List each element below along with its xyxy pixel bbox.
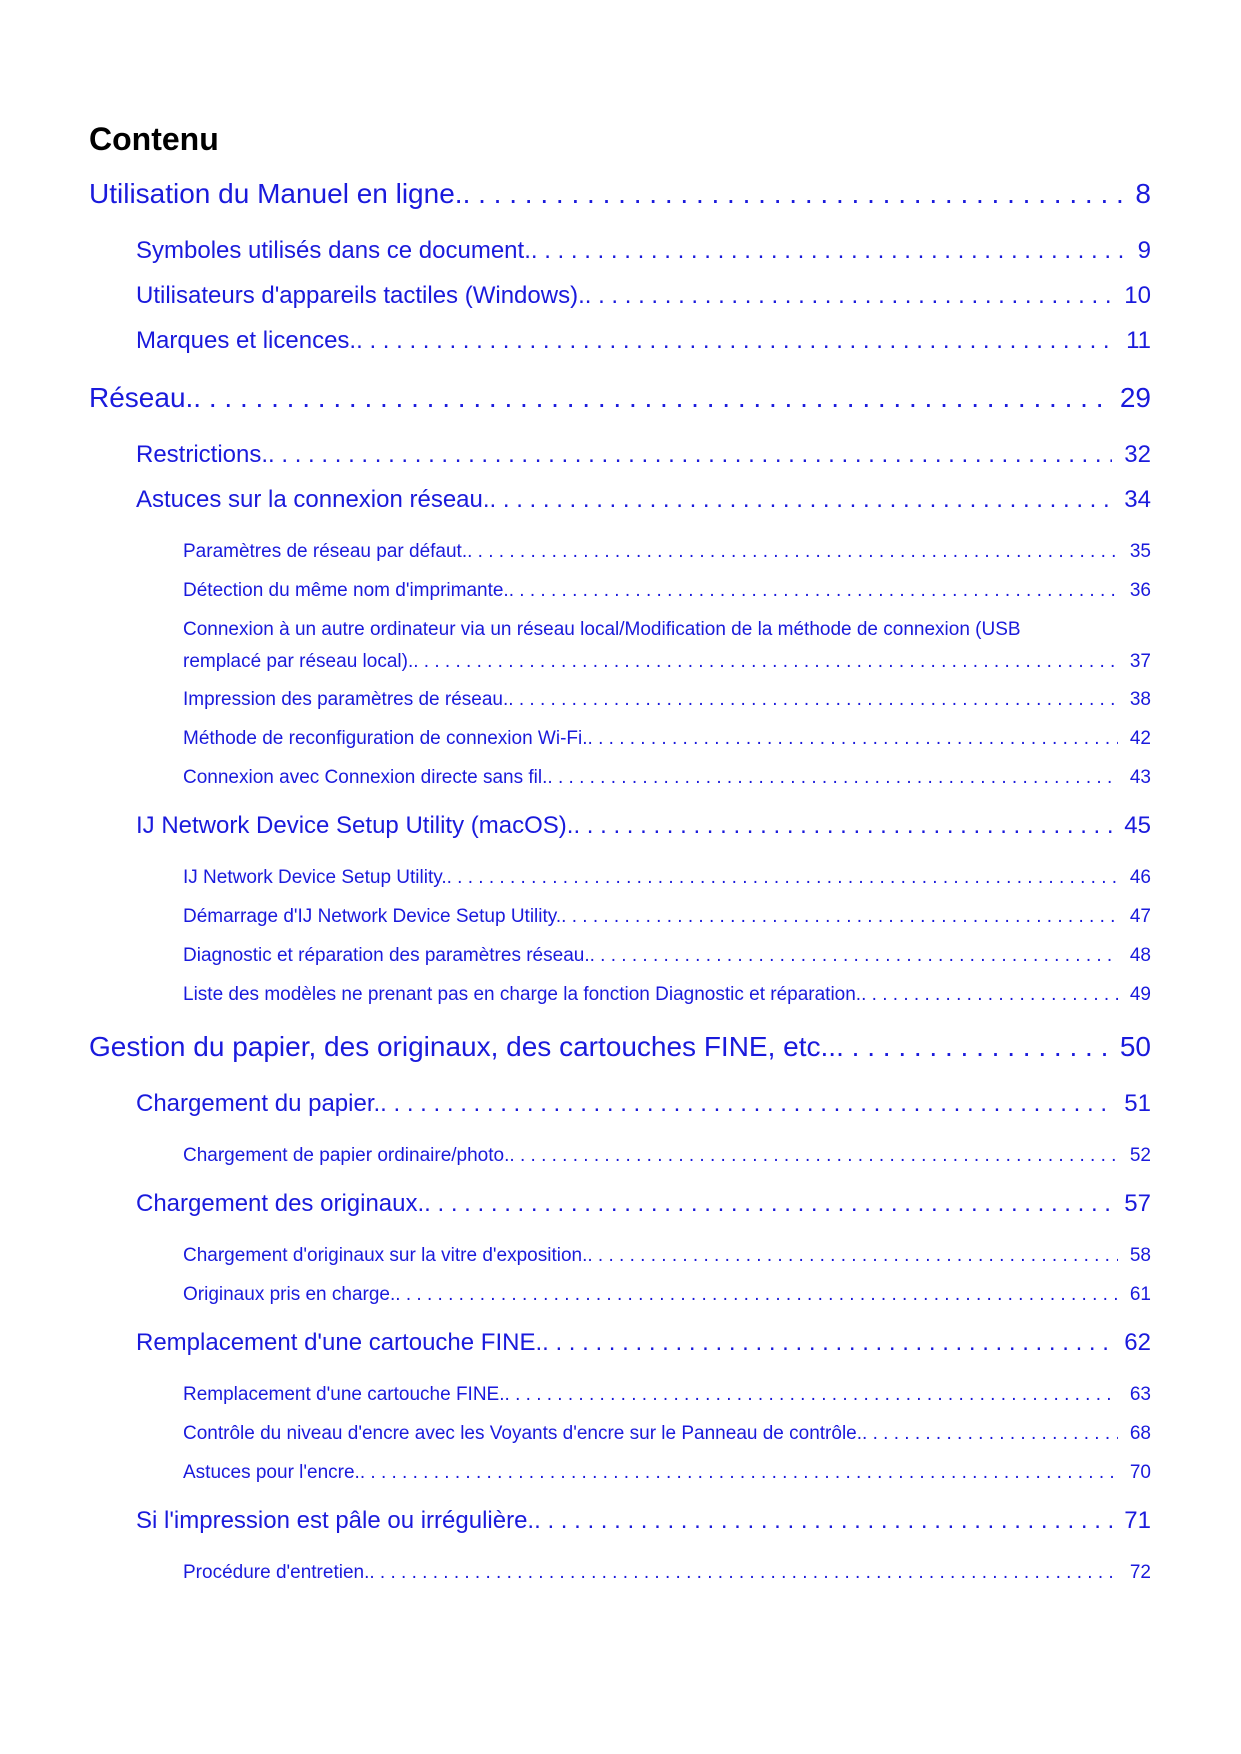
toc-entry-connexion-autre-ordinateur[interactable]: [183, 619, 1151, 673]
toc-entry-reconfiguration-wifi[interactable]: [183, 728, 1151, 750]
toc-entry-label: Astuces sur la connexion réseau.: [136, 486, 490, 513]
toc-entry-label: Chargement d'originaux sur la vitre d'exposition.: [183, 1245, 588, 1266]
toc-entry-label-line1: Connexion à un autre ordinateur via un réseau local/Modification de la méthode de connexion (USB: [183, 619, 1021, 640]
toc-page-number: 42: [1129, 728, 1151, 749]
toc-page-number: 71: [1124, 1507, 1151, 1534]
toc-entry-appareils-tactiles[interactable]: [136, 282, 1151, 310]
leader-dots: [547, 767, 1117, 789]
toc-page-number: 36: [1129, 580, 1151, 601]
toc-page-number: 46: [1129, 867, 1151, 888]
toc-entry-detection-nom[interactable]: [183, 580, 1151, 602]
toc-page-number: 35: [1129, 541, 1151, 562]
toc-page-number: 37: [1129, 651, 1151, 672]
leader-dots: [360, 1462, 1118, 1484]
leader-dots: [424, 1190, 1112, 1218]
leader-dots: [369, 1562, 1118, 1584]
toc-entry-label: IJ Network Device Setup Utility (macOS).: [136, 812, 574, 839]
toc-page-number: 32: [1124, 441, 1151, 468]
leader-dots: [413, 651, 1118, 673]
toc-entry-procedure-entretien[interactable]: [183, 1562, 1151, 1584]
toc-entry-label: Liste des modèles ne prenant pas en charge la fonction Diagnostic et réparation.: [183, 984, 862, 1005]
toc-page-number: 63: [1129, 1384, 1151, 1405]
toc-entry-label: Diagnostic et réparation des paramètres réseau.: [183, 945, 590, 966]
leader-dots: [531, 237, 1126, 265]
toc-entry-label: Si l'impression est pâle ou irrégulière.: [136, 1507, 535, 1534]
leader-dots: [861, 984, 1118, 1006]
leader-dots: [573, 812, 1112, 840]
toc-page-number: 45: [1124, 812, 1151, 839]
toc-page-number: 49: [1129, 984, 1151, 1005]
toc-entry-label: Remplacement d'une cartouche FINE.: [183, 1384, 505, 1405]
toc-entry-label: Réseau.: [89, 382, 194, 413]
toc-entry-label: Procédure d'entretien.: [183, 1562, 370, 1583]
leader-dots: [561, 906, 1118, 928]
toc-page-number: 9: [1137, 237, 1151, 264]
leader-dots: [508, 689, 1118, 711]
toc-entry-label: Connexion avec Connexion directe sans fil.: [183, 767, 548, 788]
toc-entry-label: Paramètres de réseau par défaut.: [183, 541, 468, 562]
toc-entry-label: Chargement de papier ordinaire/photo.: [183, 1145, 510, 1166]
leader-dots: [509, 1145, 1117, 1167]
toc-entry-label: Gestion du papier, des originaux, des cartouches FINE, etc..: [89, 1031, 837, 1062]
toc-entry-label: Utilisation du Manuel en ligne.: [89, 178, 463, 209]
toc-entry-utilisation-manuel[interactable]: [89, 178, 1151, 210]
toc-entry-label: Contrôle du niveau d'encre avec les Voyants d'encre sur le Panneau de contrôle.: [183, 1423, 863, 1444]
toc-entry-label: Chargement des originaux.: [136, 1190, 425, 1217]
toc-entry-label: Méthode de reconfiguration de connexion Wi-Fi.: [183, 728, 588, 749]
toc-entry-label: remplacé par réseau local).: [183, 651, 414, 672]
toc-page-number: 10: [1124, 282, 1151, 309]
toc-entry-restrictions[interactable]: [136, 441, 1151, 469]
toc-entry-symboles[interactable]: [136, 237, 1151, 265]
toc-page-number: 29: [1119, 382, 1151, 413]
toc-entry-reseau[interactable]: [89, 382, 1151, 414]
toc-page-number: 50: [1119, 1031, 1151, 1062]
leader-dots: [534, 1507, 1112, 1535]
toc-entry-label: Remplacement d'une cartouche FINE.: [136, 1329, 543, 1356]
toc-entry-chargement-originaux[interactable]: [136, 1190, 1151, 1218]
leader-dots: [490, 486, 1113, 514]
toc-page-number: 68: [1129, 1423, 1151, 1444]
toc-entry-papier-ordinaire[interactable]: [183, 1145, 1151, 1167]
toc-page-number: 11: [1126, 327, 1151, 354]
toc-entry-liste-modeles[interactable]: [183, 984, 1151, 1006]
toc-entry-demarrage-ij[interactable]: [183, 906, 1151, 928]
leader-dots: [193, 382, 1108, 414]
leader-dots: [268, 441, 1112, 469]
toc-entry-label: Détection du même nom d'imprimante.: [183, 580, 509, 601]
leader-dots: [395, 1284, 1118, 1306]
leader-dots: [356, 327, 1114, 355]
leader-dots: [542, 1329, 1112, 1357]
toc-entry-ij-setup-macos[interactable]: [136, 812, 1151, 840]
leader-dots: [505, 1384, 1118, 1406]
toc-entry-astuces-encre[interactable]: [183, 1462, 1151, 1484]
leader-dots: [836, 1031, 1108, 1063]
toc-entry-chargement-papier[interactable]: [136, 1090, 1151, 1118]
toc-entry-label: Démarrage d'IJ Network Device Setup Utility.: [183, 906, 562, 927]
toc-page-number: 34: [1124, 486, 1151, 513]
leader-dots: [585, 282, 1113, 310]
toc-page-number: 58: [1129, 1245, 1151, 1266]
toc-entry-diagnostic-reparation[interactable]: [183, 945, 1151, 967]
toc-entry-connexion-directe[interactable]: [183, 767, 1151, 789]
toc-page-number: 72: [1129, 1562, 1151, 1583]
leader-dots: [380, 1090, 1112, 1118]
toc-entry-niveau-encre[interactable]: [183, 1423, 1151, 1445]
toc-entry-label: IJ Network Device Setup Utility.: [183, 867, 447, 888]
toc-page-number: 57: [1124, 1190, 1151, 1217]
toc-entry-impression-parametres[interactable]: [183, 689, 1151, 711]
toc-page-number: 48: [1129, 945, 1151, 966]
toc-page-number: 61: [1129, 1284, 1151, 1305]
toc-page-number: 51: [1124, 1090, 1151, 1117]
toc-entry-vitre-exposition[interactable]: [183, 1245, 1151, 1267]
toc-entry-label: Utilisateurs d'appareils tactiles (Windows).: [136, 282, 585, 309]
leader-dots: [587, 1245, 1118, 1267]
leader-dots: [467, 541, 1118, 563]
toc-entry-remplacement-cartouche-sub[interactable]: [183, 1384, 1151, 1406]
toc-entry-remplacement-cartouche[interactable]: [136, 1329, 1151, 1357]
toc-entry-label: Restrictions.: [136, 441, 269, 468]
toc-page-number: 47: [1129, 906, 1151, 927]
toc-entry-label: Originaux pris en charge.: [183, 1284, 396, 1305]
toc-entry-label: Astuces pour l'encre.: [183, 1462, 360, 1483]
toc-page-number: 8: [1135, 178, 1151, 209]
toc-entry-label: Chargement du papier.: [136, 1090, 381, 1117]
toc-page-number: 38: [1129, 689, 1151, 710]
toc-page-number: 52: [1129, 1145, 1151, 1166]
leader-dots: [588, 728, 1118, 750]
toc-entry-originaux-pris-en-charge[interactable]: [183, 1284, 1151, 1306]
toc-entry-gestion-papier[interactable]: [89, 1031, 1151, 1063]
toc-entry-astuces-connexion[interactable]: [136, 486, 1151, 514]
toc-entry-label: Impression des paramètres de réseau.: [183, 689, 509, 710]
toc-entry-impression-pale[interactable]: [136, 1507, 1151, 1535]
leader-dots: [463, 178, 1124, 210]
toc-entry-marques-licences[interactable]: [136, 327, 1151, 355]
toc-entry-parametres-defaut[interactable]: [183, 541, 1151, 563]
leader-dots: [447, 867, 1118, 889]
leader-dots: [862, 1423, 1118, 1445]
toc-entry-label: Symboles utilisés dans ce document.: [136, 237, 531, 264]
toc-page-number: 43: [1129, 767, 1151, 788]
toc-page-number: 70: [1129, 1462, 1151, 1483]
leader-dots: [509, 580, 1118, 602]
toc-entry-ij-setup-utility[interactable]: [183, 867, 1151, 889]
leader-dots: [590, 945, 1118, 967]
page-title: Contenu: [89, 121, 219, 157]
toc-entry-label: Marques et licences.: [136, 327, 357, 354]
toc-page-number: 62: [1124, 1329, 1151, 1356]
